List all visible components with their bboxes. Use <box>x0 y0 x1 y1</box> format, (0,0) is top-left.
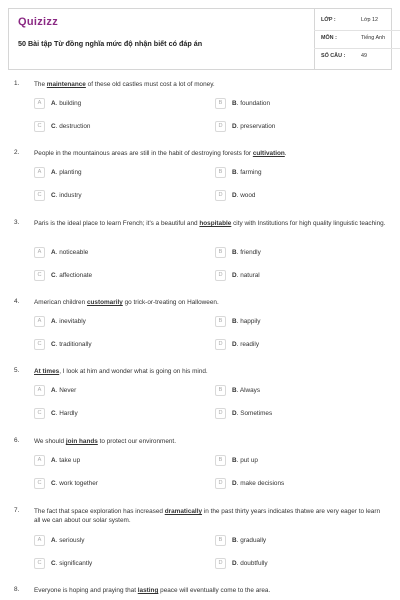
option-text: D. natural <box>232 272 260 279</box>
option-value: significantly <box>59 560 93 567</box>
option-letter-box[interactable]: D <box>215 408 226 419</box>
option-letter-box[interactable]: C <box>34 408 45 419</box>
option-letter-label: C <box>51 341 56 348</box>
option-letter-label: A <box>51 537 56 544</box>
option-letter-label: B <box>232 100 237 107</box>
option-letter-label: A <box>51 387 56 394</box>
question-number: 5. <box>14 367 20 374</box>
option-letter-label: D <box>232 480 237 487</box>
option-text: C. Hardly <box>51 410 78 417</box>
option-letter-label: D <box>232 341 237 348</box>
meta-grade-label: LỚP : <box>321 17 336 23</box>
option-value: foundation <box>240 100 271 107</box>
option-letter-box[interactable]: B <box>215 98 226 109</box>
underlined-keyword: hospitable <box>199 220 232 227</box>
option-letter-box[interactable]: B <box>215 316 226 327</box>
question-number: 3. <box>14 219 20 226</box>
underlined-keyword: join hands <box>65 438 98 445</box>
question-text-before: American children <box>34 299 87 306</box>
option-letter-box[interactable]: A <box>34 455 45 466</box>
option-text: A. take up <box>51 457 81 464</box>
meta-grade <box>321 13 391 29</box>
option-letter-label: B <box>232 537 237 544</box>
question-text <box>34 298 386 307</box>
option-letter-box[interactable]: A <box>34 535 45 546</box>
question-number: 2. <box>14 149 20 156</box>
option-value: industry <box>59 192 82 199</box>
meta-subject <box>321 31 391 47</box>
option-letter-box[interactable]: D <box>215 558 226 569</box>
option-letter-box[interactable]: C <box>34 190 45 201</box>
question-number: 7. <box>14 507 20 514</box>
question-text-before: The fact that space exploration has increased <box>34 508 165 515</box>
question-text-before: People in the mountainous areas are still in the habit of destroying forests for <box>34 150 253 157</box>
option-letter-box[interactable]: C <box>34 478 45 489</box>
option-text: B. foundation <box>232 100 271 107</box>
question-text <box>34 80 386 89</box>
option-text: D. Sometimes <box>232 410 273 417</box>
underlined-keyword: dramatically <box>164 508 203 515</box>
option-value: Never <box>59 387 77 394</box>
question-text-after: peace will eventually come to the area. <box>158 587 271 594</box>
option-letter-label: D <box>232 192 237 199</box>
option-letter-box[interactable]: A <box>34 385 45 396</box>
meta-count-value: 49 <box>361 53 367 59</box>
underlined-keyword: At times <box>34 368 60 375</box>
option-text: A. Never <box>51 387 77 394</box>
meta-subject-label: MÔN : <box>321 35 337 41</box>
meta-grade-value: Lớp 12 <box>361 17 379 23</box>
option-value: noticeable <box>59 249 89 256</box>
option-value: wood <box>240 192 256 199</box>
option-text: D. preservation <box>232 123 276 130</box>
option-text: B. Always <box>232 387 261 394</box>
option-value: Hardly <box>59 410 78 417</box>
meta-subject-value: Tiếng Anh <box>361 35 386 41</box>
underlined-keyword: cultivation <box>252 150 285 157</box>
option-letter-label: A <box>51 100 56 107</box>
option-text: C. traditionally <box>51 341 92 348</box>
option-value: Sometimes <box>240 410 273 417</box>
option-text: C. significantly <box>51 560 93 567</box>
question-text-after: to protect our environment. <box>97 438 176 445</box>
option-letter-label: C <box>51 123 56 130</box>
option-text: B. put up <box>232 457 258 464</box>
option-text: A. building <box>51 100 82 107</box>
option-letter-label: A <box>51 249 56 256</box>
option-value: make decisions <box>240 480 285 487</box>
option-text: B. friendly <box>232 249 261 256</box>
option-text: A. planting <box>51 169 82 176</box>
page-title: 50 Bài tập Từ đồng nghĩa mức độ nhận biết có đáp án <box>18 39 203 48</box>
option-value: inevitably <box>59 318 86 325</box>
option-letter-box[interactable]: D <box>215 190 226 201</box>
quizizz-logo: Quizizz <box>18 16 58 28</box>
question-number: 6. <box>14 437 20 444</box>
option-value: work together <box>59 480 98 487</box>
option-text: A. seriously <box>51 537 85 544</box>
option-letter-label: A <box>51 169 56 176</box>
option-letter-label: C <box>51 410 56 417</box>
header-divider <box>314 9 315 69</box>
question-text-after: . <box>284 150 287 157</box>
option-letter-box[interactable]: B <box>215 535 226 546</box>
option-text: C. affectionate <box>51 272 93 279</box>
option-value: happily <box>240 318 261 325</box>
question-text-before: The <box>34 81 47 88</box>
option-text: A. noticeable <box>51 249 89 256</box>
question-number: 1. <box>14 80 20 87</box>
option-value: preservation <box>240 123 276 130</box>
option-letter-box[interactable]: A <box>34 247 45 258</box>
option-value: affectionate <box>59 272 93 279</box>
option-text: A. inevitably <box>51 318 86 325</box>
option-value: seriously <box>59 537 85 544</box>
option-text: B. farming <box>232 169 262 176</box>
option-letter-label: A <box>51 457 56 464</box>
option-letter-label: D <box>232 272 237 279</box>
option-value: destruction <box>59 123 91 130</box>
option-text: C. destruction <box>51 123 91 130</box>
option-letter-label: C <box>51 480 56 487</box>
question-text <box>34 149 386 158</box>
option-value: take up <box>59 457 81 464</box>
option-letter-box[interactable]: C <box>34 558 45 569</box>
option-letter-label: C <box>51 560 56 567</box>
option-value: natural <box>240 272 260 279</box>
question-text <box>34 437 386 446</box>
option-letter-label: D <box>232 123 237 130</box>
option-text: D. make decisions <box>232 480 285 487</box>
option-text: D. wood <box>232 192 256 199</box>
question-text-after: go trick-or-treating on Halloween. <box>122 299 219 306</box>
question-number: 4. <box>14 298 20 305</box>
option-letter-box[interactable]: D <box>215 270 226 281</box>
question-text-after: in the past thirty years indicates thatwe are very eager to learn all we can about our solar system. <box>34 508 381 524</box>
option-letter-box[interactable]: D <box>215 339 226 350</box>
question-text <box>34 367 386 376</box>
option-letter-box[interactable]: B <box>215 247 226 258</box>
option-value: building <box>59 100 82 107</box>
option-value: Always <box>239 387 261 394</box>
meta-count-label: SỐ CÂU : <box>321 53 346 59</box>
option-letter-box[interactable]: C <box>34 270 45 281</box>
option-text: C. industry <box>51 192 82 199</box>
option-letter-label: C <box>51 192 56 199</box>
question-text <box>34 507 386 525</box>
option-letter-label: B <box>232 169 237 176</box>
option-letter-box[interactable]: D <box>215 121 226 132</box>
option-letter-box[interactable]: C <box>34 339 45 350</box>
option-letter-label: B <box>232 387 237 394</box>
question-text-before: Everyone is hoping and praying that <box>34 587 138 594</box>
option-letter-label: C <box>51 272 56 279</box>
option-letter-box[interactable]: A <box>34 98 45 109</box>
underlined-keyword: maintenance <box>46 81 86 88</box>
meta-count <box>321 49 391 65</box>
question-text-after: , I look at him and wonder what is going on his mind. <box>59 368 208 375</box>
option-text: D. doubtfully <box>232 560 268 567</box>
question-text-before: Paris is the ideal place to learn French; it's a beautiful and <box>34 220 200 227</box>
option-letter-box[interactable]: C <box>34 121 45 132</box>
worksheet-header <box>8 8 392 70</box>
option-value: put up <box>240 457 258 464</box>
option-value: friendly <box>240 249 261 256</box>
option-value: doubtfully <box>240 560 268 567</box>
option-letter-box[interactable]: B <box>215 167 226 178</box>
question-text-before: We should <box>34 438 66 445</box>
option-letter-label: B <box>232 318 237 325</box>
question-number: 8. <box>14 586 20 593</box>
option-letter-label: B <box>232 457 237 464</box>
underlined-keyword: lasting <box>137 587 159 594</box>
option-text: D. readily <box>232 341 260 348</box>
option-letter-box[interactable]: A <box>34 316 45 327</box>
option-letter-box[interactable]: A <box>34 167 45 178</box>
option-letter-label: D <box>232 410 237 417</box>
option-letter-label: A <box>51 318 56 325</box>
question-text-after: city with Institutions for high quality linguistic teaching. <box>231 220 386 227</box>
option-letter-box[interactable]: B <box>215 385 226 396</box>
option-value: planting <box>59 169 82 176</box>
underlined-keyword: customarily <box>86 299 123 306</box>
option-letter-box[interactable]: B <box>215 455 226 466</box>
option-text: C. work together <box>51 480 98 487</box>
option-value: traditionally <box>59 341 92 348</box>
option-value: readily <box>240 341 260 348</box>
option-letter-box[interactable]: D <box>215 478 226 489</box>
question-text <box>34 586 386 595</box>
option-text: B. gradually <box>232 537 267 544</box>
option-letter-label: B <box>232 249 237 256</box>
option-value: gradually <box>240 537 267 544</box>
question-text <box>34 219 386 228</box>
option-letter-label: D <box>232 560 237 567</box>
question-text-after: of these old castles must cost a lot of money. <box>85 81 215 88</box>
option-text: B. happily <box>232 318 261 325</box>
option-value: farming <box>240 169 262 176</box>
